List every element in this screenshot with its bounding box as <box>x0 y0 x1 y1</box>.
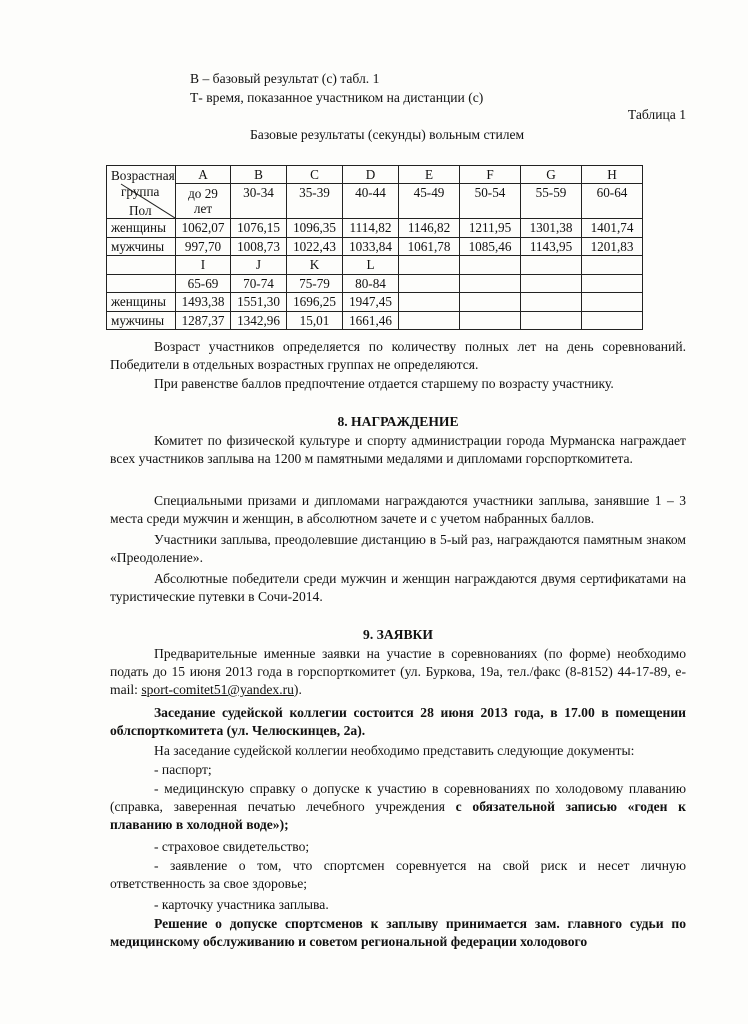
section-8-paragraph-2: Специальными призами и дипломами награждаются участники заплыва, занявшие 1 – 3 места среди мужчин и женщин, в абсолютном зачете и с учетом набранных баллов. <box>110 493 686 526</box>
document-list-item: - паспорт; <box>154 762 212 777</box>
document-list-item: - страховое свидетельство; <box>154 839 310 854</box>
group-header: E <box>399 166 460 184</box>
row-label-women: женщины <box>107 293 176 311</box>
age-range: 75-79 <box>287 274 343 292</box>
intro-line-1: В – базовый результат (с) табл. 1 <box>190 71 380 86</box>
table-row <box>107 166 643 184</box>
table-cell <box>582 256 643 274</box>
table-cell <box>399 274 460 292</box>
table-cell: 1033,84 <box>343 237 399 255</box>
table-cell <box>521 274 582 292</box>
group-header: H <box>582 166 643 184</box>
section-8-heading: 8. НАГРАЖДЕНИЕ <box>337 414 459 429</box>
table-cell: 1493,38 <box>176 293 231 311</box>
table-cell: 1661,46 <box>343 311 399 329</box>
table-cell <box>399 256 460 274</box>
group-header: F <box>460 166 521 184</box>
table-cell: 997,70 <box>176 237 231 255</box>
table-cell: 1947,45 <box>343 293 399 311</box>
table-row <box>107 256 643 274</box>
table-cell: 15,01 <box>287 311 343 329</box>
group-header: A <box>176 166 231 184</box>
section-9-paragraph-1: Предварительные именные заявки на участие в соревнованиях (по форме) необходимо подать до 15 июня 2013 года в горспорткомитет (ул. Буркова, 19а, тел./факс (8-8152) 44-17-89, e-mail: sport-comitet51@yandex.ru). <box>110 646 686 697</box>
age-range: 60-64 <box>582 184 643 219</box>
table-cell: 1085,46 <box>460 237 521 255</box>
email-link[interactable]: sport-comitet51@yandex.ru <box>141 681 294 697</box>
group-header: L <box>343 256 399 274</box>
age-range: до 29 лет <box>176 184 231 219</box>
table-cell: 1096,35 <box>287 219 343 237</box>
paragraph-age: Возраст участников определяется по количеству полных лет на день соревнований. Победители в отдельных возрастных группах не определяются. <box>110 339 686 372</box>
group-header: D <box>343 166 399 184</box>
intro-line-2: Т- время, показанное участником на дистанции (с) <box>190 90 484 105</box>
table-row <box>107 237 643 255</box>
table-label: Таблица 1 <box>627 107 686 122</box>
table-cell <box>107 256 176 274</box>
document-list-item: - медицинскую справку о допуске к участию в соревнованиях по холодовому плаванию (справка, заверенная печатью лечебного учреждения с обязательной записью «годен к плаванию в холодной воде»); <box>110 781 686 832</box>
paragraph-tie: При равенстве баллов предпочтение отдается старшему по возрасту участнику. <box>154 376 614 391</box>
document-list-item: - карточку участника заплыва. <box>154 897 329 912</box>
table-cell: 1211,95 <box>460 219 521 237</box>
table-cell <box>107 274 176 292</box>
row-label-women: женщины <box>107 219 176 237</box>
table-cell: 1143,95 <box>521 237 582 255</box>
table-cell <box>399 311 460 329</box>
age-range: 65-69 <box>176 274 231 292</box>
table-cell <box>521 293 582 311</box>
table-row <box>107 184 643 219</box>
table-row <box>107 293 643 311</box>
group-header: B <box>231 166 287 184</box>
section-9-paragraph-2: Заседание судейской коллегии состоится 28 июня 2013 года, в 17.00 в помещении облспорткомитета (ул. Челюскинцев, 2а). <box>110 705 686 738</box>
table-cell: 1551,30 <box>231 293 287 311</box>
table-cell: 1401,74 <box>582 219 643 237</box>
group-header: I <box>176 256 231 274</box>
table-row <box>107 219 643 237</box>
section-9-paragraph-3: На заседание судейской коллегии необходимо представить следующие документы: <box>154 743 635 758</box>
table-cell <box>582 293 643 311</box>
table-cell: 1146,82 <box>399 219 460 237</box>
table-cell <box>460 256 521 274</box>
table-cell <box>460 293 521 311</box>
table-row <box>107 274 643 292</box>
table-cell <box>582 311 643 329</box>
section-9-heading: 9. ЗАЯВКИ <box>363 627 433 642</box>
document-list-item: - заявление о том, что спортсмен соревнуется на свой риск и несет личную ответственность за свое здоровье; <box>110 858 686 891</box>
table-cell: 1022,43 <box>287 237 343 255</box>
corner-label-group: группа <box>121 184 160 199</box>
table-cell: 1062,07 <box>176 219 231 237</box>
age-range: 55-59 <box>521 184 582 219</box>
group-header: K <box>287 256 343 274</box>
row-label-men: мужчины <box>107 311 176 329</box>
group-header: C <box>287 166 343 184</box>
table-row <box>107 311 643 329</box>
section-8-paragraph-4: Абсолютные победители среди мужчин и женщин награждаются двумя сертификатами на туристические путевки в Сочи-2014. <box>110 571 686 604</box>
table-cell: 1287,37 <box>176 311 231 329</box>
corner-header-cell <box>107 166 176 219</box>
table-cell <box>460 274 521 292</box>
table-cell: 1201,83 <box>582 237 643 255</box>
table-cell <box>521 311 582 329</box>
table-cell: 1114,82 <box>343 219 399 237</box>
age-range: 45-49 <box>399 184 460 219</box>
corner-label-age: Возрастная <box>111 168 175 183</box>
table-cell <box>399 293 460 311</box>
section-8-paragraph-3: Участники заплыва, преодолевшие дистанцию в 5-ый раз, награждаются памятным знаком «Преодоление». <box>110 532 686 565</box>
table-cell: 1061,78 <box>399 237 460 255</box>
age-range: 30-34 <box>231 184 287 219</box>
age-range: 35-39 <box>287 184 343 219</box>
table-cell: 1076,15 <box>231 219 287 237</box>
base-results-table <box>106 165 643 330</box>
table-cell <box>521 256 582 274</box>
table-cell <box>460 311 521 329</box>
row-label-men: мужчины <box>107 237 176 255</box>
table-title: Базовые результаты (секунды) вольным стилем <box>250 127 525 142</box>
section-8-paragraph-1: Комитет по физической культуре и спорту администрации города Мурманска награждает всех участников заплыва на 1200 м памятными медалями и дипломами горспорткомитета. <box>110 433 686 466</box>
table-cell: 1301,38 <box>521 219 582 237</box>
table-cell: 1008,73 <box>231 237 287 255</box>
table-cell: 1696,25 <box>287 293 343 311</box>
section-9-paragraph-4: Решение о допуске спортсменов к заплыву принимается зам. главного судьи по медицинскому обслуживанию и советом региональной федерации холодового <box>110 916 686 949</box>
group-header: G <box>521 166 582 184</box>
table-cell <box>582 274 643 292</box>
table-cell: 1342,96 <box>231 311 287 329</box>
age-range: 40-44 <box>343 184 399 219</box>
age-range: 70-74 <box>231 274 287 292</box>
corner-label-sex: Пол <box>129 203 152 218</box>
group-header: J <box>231 256 287 274</box>
age-range: 50-54 <box>460 184 521 219</box>
age-range: 80-84 <box>343 274 399 292</box>
